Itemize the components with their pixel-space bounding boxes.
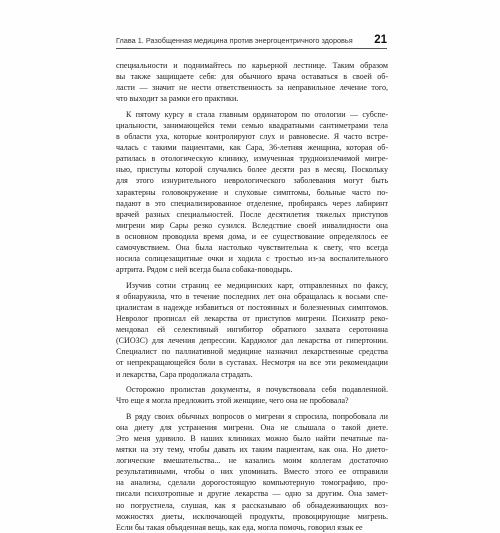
text-line: специальности и поднимайтесь по карьерной лестнице. Таким образом <box>116 61 388 70</box>
paragraph <box>116 384 388 406</box>
text-line: от непрекращающейся боли в суставах. Несмотря на все эти рекомендации <box>116 358 388 368</box>
text-line: артрита. Рядом с ней всегда была собака-поводырь. <box>116 265 293 275</box>
text-line: можностях диеты, исключающей продукты, провоцирующие мигрень. <box>116 511 388 521</box>
text-line: мятки на эту тему, чтобы давать их таким пациентам, как она. Но дието- <box>116 445 388 455</box>
text-line: характерны головокружение и слуховые симптомы, больные часто по- <box>116 187 388 197</box>
chapter-title: Глава 1. Разобщенная медицина против энергоцентричного здоровья <box>116 35 353 45</box>
text-line: самочувствием. Она была настолько чувствительна к свету, что всегда <box>116 243 388 252</box>
text-line: Это меня удивило. В наших клиниках можно было найти печатные па- <box>116 434 388 443</box>
text-line: в области уха, которые контролируют слух и равновесие. Я часто встре- <box>116 132 388 142</box>
text-line: результативными, чтобы о них упоминать. Вместо этого ее отправили <box>116 467 388 477</box>
text-line: писали психотропные и другие лекарства — одно за другим. Она замет- <box>116 489 388 499</box>
paragraph <box>116 109 388 275</box>
text-line: нью, приступы которой случались более десяти раз в месяц. Поскольку <box>116 165 388 175</box>
text-line: падают в это специализированное отделение, пробираясь через лабиринт <box>116 198 388 208</box>
text-line: Если бы такая объяденная вещь, как еда, могла помочь, говорил язык ее <box>116 522 363 532</box>
text-line: я обнаружила, что в течение последних лет она обращалась к восьми спе- <box>116 291 388 301</box>
text-line: чалась с такими пациентами, как Сара, 36-летняя женщина, которая об- <box>116 143 388 153</box>
text-line: мигрени мир Сары резко сузился. Вследствие своей инвалидности она <box>116 220 388 230</box>
text-line: для этого изнурительного неврологического заболевания могут быть <box>116 176 388 186</box>
text-line: вы также защищаете себя: для обычного врача оставаться в своей об- <box>116 72 388 82</box>
text-line: на анализы, сделали дорогостоящую компьютерную томографию, про- <box>116 478 388 488</box>
text-line: носила солнцезащитные очки и ходила с тростью из-за воспалительного <box>116 254 388 264</box>
body-text <box>116 60 388 533</box>
text-line: Изучив сотни страниц ее медицинских карт, отправленных по факсу, <box>126 280 388 290</box>
text-line: Что еще я могла предложить этой женщине, чего она не пробовала? <box>116 396 349 406</box>
text-line: В ряду своих обычных вопросов о мигрени я спросила, попробовала ли <box>126 411 388 421</box>
text-line: Специалист по паллиативной медицине назначил лекарственные средства <box>116 347 388 357</box>
running-header <box>116 32 387 49</box>
paragraph <box>116 280 388 380</box>
paragraph <box>116 60 388 104</box>
paragraph <box>116 411 388 533</box>
text-line: логические вмешательства... не казались моим коллегам достаточно <box>116 456 388 466</box>
text-line: и лекарства, Сара продолжала страдать. <box>116 369 253 379</box>
text-line: Невролог прописал ей лекарства от приступов мигрени. Психиатр реко- <box>116 314 388 324</box>
text-line: циалистам в надежде избавиться от постоянных и болезненных симптомов. <box>116 302 388 312</box>
text-line: в основном проводила время дома, и ее существование определялось ее <box>116 231 388 241</box>
text-line: (СИОЗС) для лечения депрессии. Кардиолог дал лекарства от гипертонии. <box>116 336 388 346</box>
text-line: но погрустнела, слушая, как я рассказываю об обнадеживающих воз- <box>116 500 388 510</box>
text-line: врачей разных специальностей. После десятилетия тяжелых приступов <box>116 209 388 219</box>
text-line: ласти — значит не нести ответственность за неправильное лечение того, <box>116 83 388 93</box>
text-line: циальности, занимающейся теми семью квадратными сантиметрами тела <box>116 120 388 130</box>
page-number: 21 <box>374 34 387 46</box>
text-line: она диету для устранения мигрени. Она не слышала о такой диете. <box>116 422 388 432</box>
text-line: что выходит за рамки его практики. <box>116 94 239 104</box>
text-line: ратилась в отологическую клинику, измученная трудноизлечимой мигре- <box>116 154 388 164</box>
text-line: Осторожно пролистав документы, я почувствовала себя подавленной. <box>126 385 388 395</box>
text-line: мендовал ей селективный ингибитор обратного захвата серотонина <box>116 325 388 335</box>
text-line: К пятому курсу я стала главным ординатором по отологии — субспе- <box>126 109 388 119</box>
